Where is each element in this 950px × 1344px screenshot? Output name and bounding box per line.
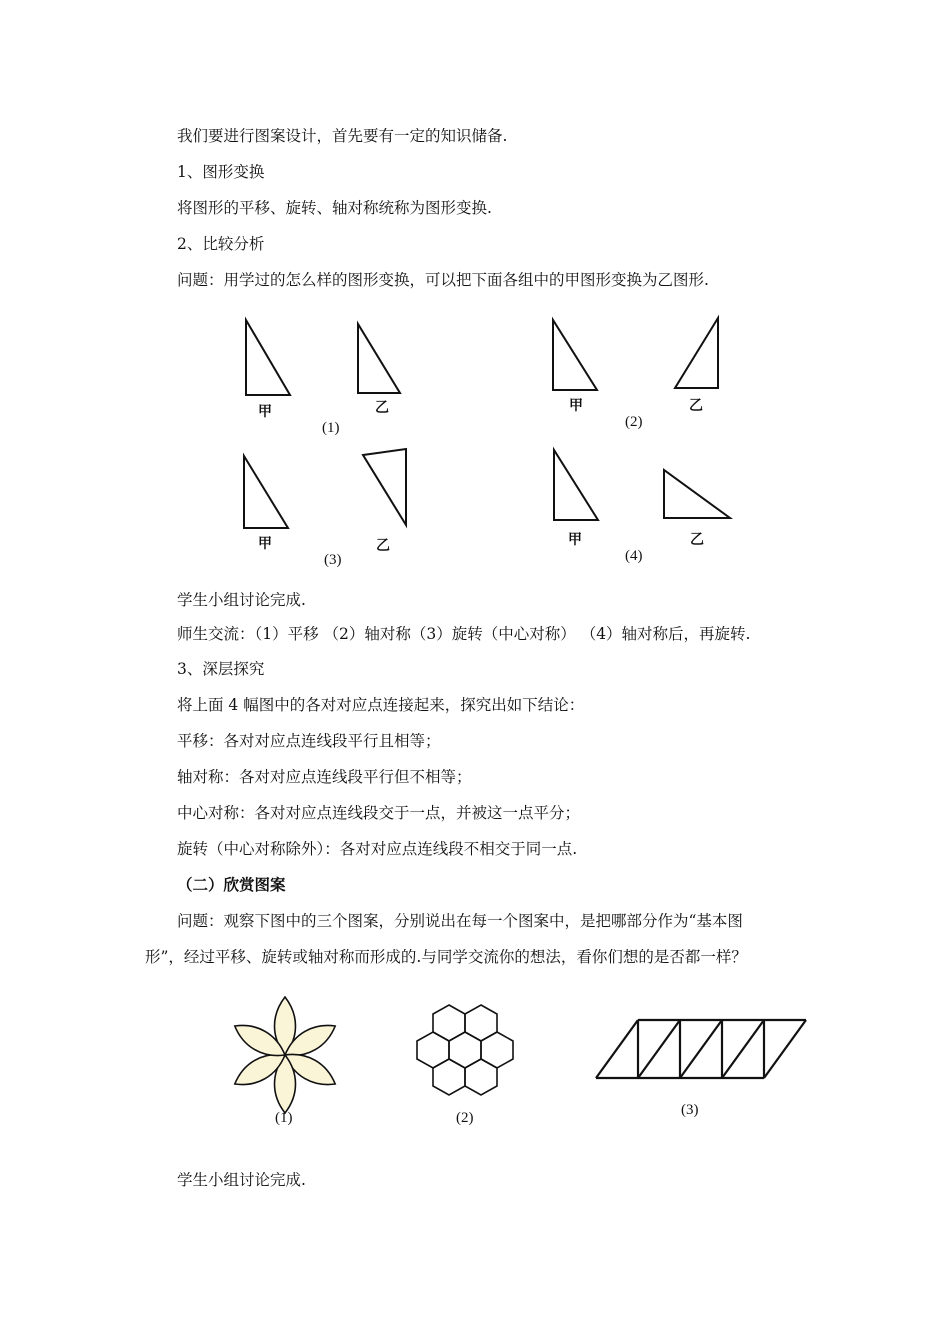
pattern-label-2: (2) xyxy=(456,1110,474,1126)
label-3-jia: 甲 xyxy=(258,536,272,552)
section-heading-transform: 1、图形变换 xyxy=(177,163,265,181)
conclusion-translation: 平移：各对对应点连线段平行且相等； xyxy=(177,732,441,750)
triangle-pairs-figure xyxy=(220,310,780,570)
parallelogram-pattern xyxy=(596,1020,806,1078)
pair-label-1: (1) xyxy=(322,420,340,436)
pair-label-2: (2) xyxy=(625,414,643,430)
explore-instruction: 将上面 4 幅图中的各对对应点连接起来，探究出如下结论： xyxy=(177,696,585,714)
section-heading-explore: 3、深层探究 xyxy=(177,660,265,678)
triangle-4-yi xyxy=(664,470,730,518)
exchange-answers: 师生交流：（1）平移 （2）轴对称（3）旋转（中心对称） （4）轴对称后，再旋转. xyxy=(177,625,751,643)
label-1-jia: 甲 xyxy=(258,404,272,420)
appreciate-question-line1: 问题：观察下图中的三个图案，分别说出在每一个图案中，是把哪部分作为“基本图 xyxy=(177,912,743,930)
conclusion-reflection: 轴对称：各对对应点连线段平行但不相等； xyxy=(177,768,472,786)
triangle-1-yi xyxy=(358,324,400,393)
label-2-jia: 甲 xyxy=(569,398,583,414)
flower-pattern xyxy=(230,997,341,1113)
group-discussion-2: 学生小组讨论完成. xyxy=(177,1171,306,1189)
hexagon-pattern xyxy=(417,1005,513,1095)
question-text: 问题：用学过的怎么样的图形变换，可以把下面各组中的甲图形变换为乙图形. xyxy=(177,271,709,289)
intro-text: 我们要进行图案设计，首先要有一定的知识储备. xyxy=(177,127,508,145)
conclusion-central-symmetry: 中心对称：各对对应点连线段交于一点，并被这一点平分； xyxy=(177,804,581,822)
triangle-2-yi xyxy=(675,318,718,388)
conclusion-rotation: 旋转（中心对称除外）：各对对应点连线段不相交于同一点. xyxy=(177,840,578,858)
label-3-yi: 乙 xyxy=(376,538,390,554)
section-heading-compare: 2、比较分析 xyxy=(177,235,265,253)
transform-definition: 将图形的平移、旋转、轴对称统称为图形变换. xyxy=(177,199,492,217)
triangle-1-jia xyxy=(246,320,290,395)
label-4-jia: 甲 xyxy=(568,532,582,548)
pattern-label-3: (3) xyxy=(681,1102,699,1118)
triangle-4-jia xyxy=(554,450,598,520)
pair-label-3: (3) xyxy=(324,552,342,568)
label-1-yi: 乙 xyxy=(375,400,389,416)
section-heading-appreciate: （二）欣赏图案 xyxy=(177,875,286,894)
label-2-yi: 乙 xyxy=(689,398,703,414)
patterns-figure xyxy=(220,990,820,1150)
triangle-2-jia xyxy=(553,320,597,390)
pattern-label-1: (1) xyxy=(275,1110,293,1126)
appreciate-question-line2: 形”，经过平移、旋转或轴对称而形成的.与同学交流你的想法，看你们想的是否都一样？ xyxy=(145,948,747,966)
triangle-3-jia xyxy=(244,456,288,528)
group-discussion-1: 学生小组讨论完成. xyxy=(177,591,306,609)
pair-label-4: (4) xyxy=(625,548,643,564)
label-4-yi: 乙 xyxy=(690,532,704,548)
triangle-3-yi xyxy=(363,449,406,525)
